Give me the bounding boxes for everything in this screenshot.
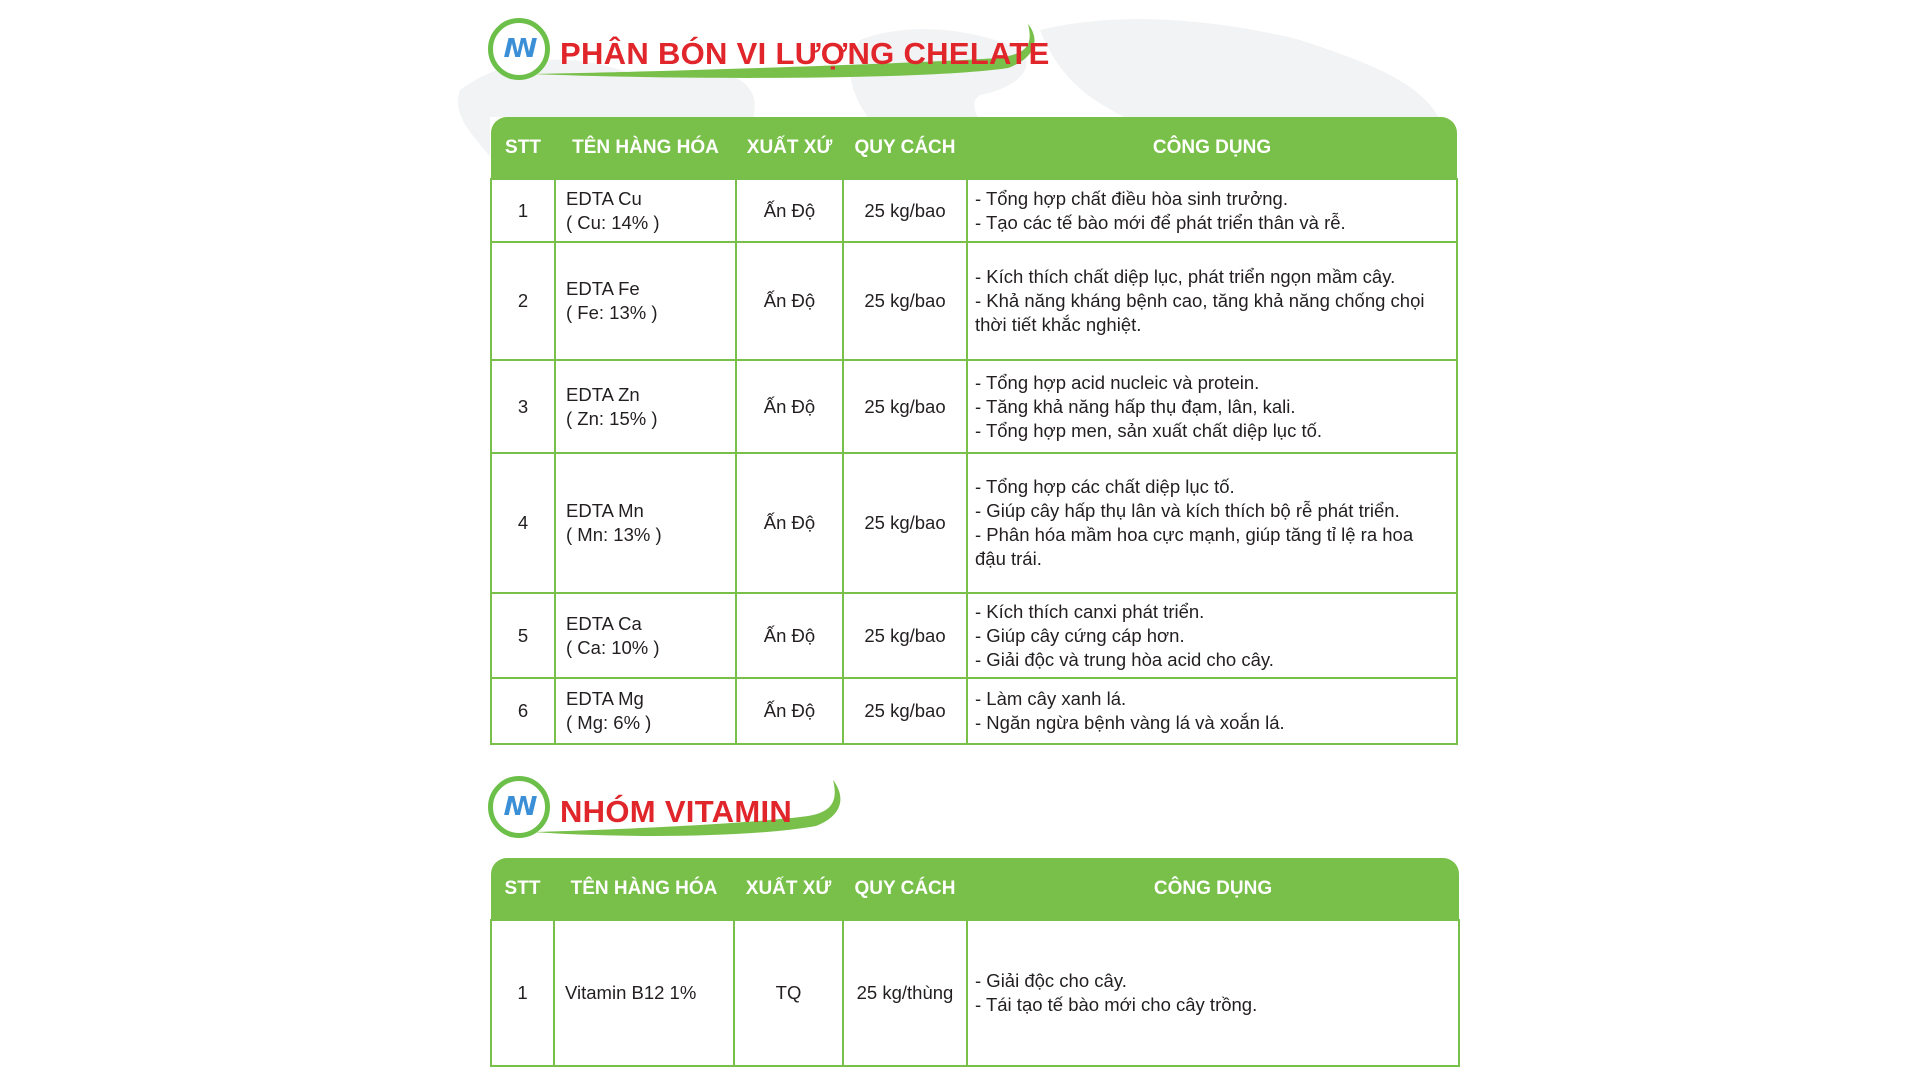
product-name: EDTA Mg: [566, 688, 644, 709]
header-name: TÊN HÀNG HÓA: [554, 858, 734, 920]
cell-stt: 5: [491, 593, 555, 678]
product-content: ( Mg: 6% ): [566, 712, 652, 733]
cell-name: [555, 360, 736, 453]
use-line: - Kích thích canxi phát triển.: [975, 600, 1205, 622]
product-name: EDTA Ca: [566, 612, 642, 634]
cell-name: [555, 242, 736, 360]
cell-origin: Ấn Độ: [736, 360, 843, 453]
product-name: Vitamin B12 1%: [565, 982, 697, 1003]
use-line: - Tăng khả năng hấp thụ đạm, lân, kali.: [975, 395, 1296, 417]
cell-name: [554, 920, 734, 1066]
cell-use: [967, 360, 1457, 453]
cell-spec: 25 kg/bao: [843, 242, 967, 360]
table-row: [491, 920, 1459, 1066]
company-logo: [488, 776, 550, 838]
section-title-chelate: [488, 14, 1048, 88]
product-content: ( Cu: 14% ): [566, 211, 660, 233]
use-line: đậu trái.: [975, 548, 1042, 569]
cell-origin: TQ: [734, 920, 843, 1066]
table-header-row: [491, 117, 1457, 179]
cell-origin: Ấn Độ: [736, 593, 843, 678]
use-line: - Kích thích chất diệp lục, phát triển ngọn mầm cây.: [975, 266, 1396, 287]
cell-name: [555, 678, 736, 744]
use-line: - Khả năng kháng bệnh cao, tăng khả năng chống chọi: [975, 290, 1425, 311]
header-origin: XUẤT XỨ: [734, 858, 843, 920]
chelate-table: [490, 117, 1458, 745]
cell-use: [967, 179, 1457, 242]
use-line: - Tổng hợp acid nucleic và protein.: [975, 371, 1260, 393]
cell-name: [555, 179, 736, 242]
section-title-vitamin: [488, 772, 1048, 846]
use-line: - Tạo các tế bào mới để phát triển thân và rễ.: [975, 211, 1346, 233]
use-line: - Tổng hợp men, sản xuất chất diệp lục tố.: [975, 419, 1323, 441]
use-line: thời tiết khắc nghiệt.: [975, 314, 1142, 335]
cell-origin: Ấn Độ: [736, 242, 843, 360]
cell-origin: Ấn Độ: [736, 179, 843, 242]
use-line: - Giúp cây hấp thụ lân và kích thích bộ rễ phát triển.: [975, 500, 1400, 521]
table-row: [491, 593, 1457, 678]
cell-origin: Ấn Độ: [736, 453, 843, 593]
header-spec: QUY CÁCH: [843, 858, 967, 920]
use-line: - Ngăn ngừa bệnh vàng lá và xoắn lá.: [975, 712, 1285, 733]
cell-spec: 25 kg/bao: [843, 179, 967, 242]
company-logo: [488, 18, 550, 80]
cell-spec: 25 kg/thùng: [843, 920, 967, 1066]
product-name: EDTA Cu: [566, 187, 642, 209]
cell-stt: 6: [491, 678, 555, 744]
cell-stt: 1: [491, 179, 555, 242]
use-line: - Giải độc và trung hòa acid cho cây.: [975, 648, 1274, 670]
product-content: ( Mn: 13% ): [566, 524, 662, 545]
section-title-text: NHÓM VITAMIN: [560, 794, 793, 829]
cell-name: [555, 593, 736, 678]
logo-mark-icon: ꟿ: [503, 34, 535, 64]
cell-stt: 1: [491, 920, 554, 1066]
cell-stt: 3: [491, 360, 555, 453]
vitamin-table: [490, 858, 1460, 1067]
header-stt: STT: [491, 117, 555, 179]
product-content: ( Zn: 15% ): [566, 407, 658, 429]
cell-use: [967, 678, 1457, 744]
table-row: [491, 678, 1457, 744]
header-name: TÊN HÀNG HÓA: [555, 117, 736, 179]
cell-name: [555, 453, 736, 593]
header-use: CÔNG DỤNG: [967, 858, 1459, 920]
product-name: EDTA Zn: [566, 383, 640, 405]
cell-use: [967, 242, 1457, 360]
table-row: [491, 242, 1457, 360]
section-title-text: PHÂN BÓN VI LƯỢNG CHELATE: [560, 36, 1050, 71]
use-line: - Làm cây xanh lá.: [975, 688, 1127, 709]
header-spec: QUY CÁCH: [843, 117, 967, 179]
product-content: ( Fe: 13% ): [566, 302, 658, 323]
table-row: [491, 360, 1457, 453]
cell-use: [967, 593, 1457, 678]
cell-spec: 25 kg/bao: [843, 678, 967, 744]
cell-spec: 25 kg/bao: [843, 360, 967, 453]
cell-spec: 25 kg/bao: [843, 453, 967, 593]
header-origin: XUẤT XỨ: [736, 117, 843, 179]
table-row: [491, 179, 1457, 242]
table-row: [491, 453, 1457, 593]
use-line: - Phân hóa mầm hoa cực mạnh, giúp tăng tỉ lệ ra hoa: [975, 524, 1414, 545]
product-name: EDTA Fe: [566, 278, 640, 299]
use-line: - Giải độc cho cây.: [975, 970, 1127, 991]
product-name: EDTA Mn: [566, 500, 644, 521]
table-header-row: [491, 858, 1459, 920]
use-line: - Tổng hợp chất điều hòa sinh trưởng.: [975, 187, 1288, 209]
cell-use: [967, 920, 1459, 1066]
cell-use: [967, 453, 1457, 593]
cell-spec: 25 kg/bao: [843, 593, 967, 678]
product-content: ( Ca: 10% ): [566, 636, 660, 658]
use-line: - Tổng hợp các chất diệp lục tố.: [975, 476, 1235, 497]
logo-mark-icon: ꟿ: [503, 792, 535, 822]
header-use: CÔNG DỤNG: [967, 117, 1457, 179]
cell-origin: Ấn Độ: [736, 678, 843, 744]
cell-stt: 2: [491, 242, 555, 360]
use-line: - Giúp cây cứng cáp hơn.: [975, 624, 1185, 646]
cell-stt: 4: [491, 453, 555, 593]
use-line: - Tái tạo tế bào mới cho cây trồng.: [975, 994, 1258, 1015]
header-stt: STT: [491, 858, 554, 920]
